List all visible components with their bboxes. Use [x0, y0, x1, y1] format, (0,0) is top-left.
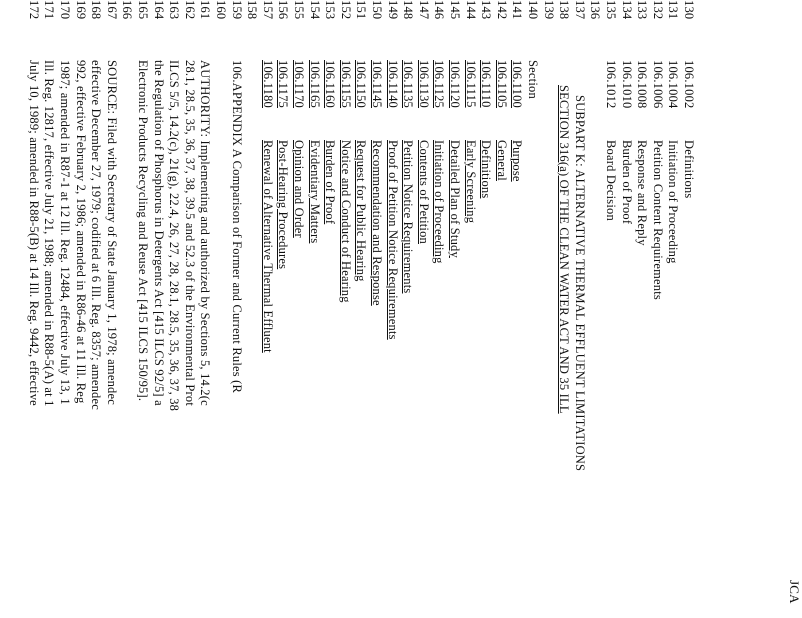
line-number: 162: [182, 0, 197, 20]
section-code: 106.1160: [323, 60, 338, 109]
section-code: 106.1130: [416, 60, 431, 109]
line-number: 159: [229, 0, 244, 20]
section-title: Contents of Petition: [416, 140, 431, 244]
line-number: 164: [151, 0, 166, 20]
section-title: Burden of Proof: [619, 140, 634, 225]
section-title: General: [494, 140, 509, 181]
line-number: 154: [307, 0, 322, 20]
paragraph-text: 1987; amended in R87-1 at 12 Ill. Reg. 12484, effective July 13, 1: [58, 60, 72, 405]
line-number: 144: [463, 0, 478, 20]
line-number: 166: [120, 0, 135, 20]
line-number: 134: [619, 0, 634, 20]
line-number: 136: [588, 0, 603, 20]
section-code: 106.1010: [619, 60, 634, 109]
line-number: 157: [260, 0, 275, 20]
heading-text: SECTION 316(a) OF THE CLEAN WATER ACT AND 35 ILL: [557, 85, 572, 414]
line-number: 153: [323, 0, 338, 20]
line-number: 168: [89, 0, 104, 20]
line-number: 165: [136, 0, 150, 20]
heading-text: SUBPART K: ALTERNATIVE THERMAL EFFLUENT LIMITATIONS: [572, 95, 587, 472]
line-number: 142: [494, 0, 509, 20]
section-title: Initiation of Proceeding: [432, 140, 447, 264]
section-code: 106.1110: [479, 60, 494, 108]
section-title: Definitions: [682, 140, 696, 199]
paragraph-text: the Regulation of Phosphorus in Detergents Act [415 ILCS 92/5] a: [151, 60, 166, 406]
line-number: 138: [557, 0, 572, 20]
section-title: Board Decision: [604, 140, 618, 221]
paragraph-text: ILCS 5/5, 14.2(c), 21(g), 22.4, 26, 27, 28, 28.1, 28.5, 35, 36, 37, 38: [167, 60, 182, 412]
section-title: Request for Public Hearing: [354, 140, 369, 282]
section-title: Early Screening: [463, 140, 478, 224]
section-title: Petition Content Requirements: [650, 140, 665, 300]
paragraph-text: 28.1, 28.5, 35, 36, 37, 38, 39.5 and 52.3 of the Environmental Prot: [182, 60, 197, 407]
paragraph-text: 992, effective February 2, 1986; amended in R86-46 at 11 Ill. Reg: [73, 60, 88, 404]
section-title: Detailed Plan of Study: [448, 140, 462, 258]
section-code: 106.1125: [432, 60, 447, 109]
paragraph-text: July 10, 1989; amended in R88-5(B) at 14 Ill. Reg. 9442, effective: [26, 60, 41, 406]
line-number: 156: [276, 0, 291, 20]
section-code: 106.1100: [510, 60, 525, 109]
section-code: 106.1180: [260, 60, 275, 109]
line-number: 143: [479, 0, 494, 20]
section-code: 106.1175: [276, 60, 291, 109]
paragraph-text: AUTHORITY: Implementing and authorized by Sections 5, 14.2(c: [198, 60, 213, 406]
section-title: Evidentiary Matters: [307, 140, 322, 244]
line-number: 171: [42, 0, 57, 20]
line-number: 130: [682, 0, 696, 20]
section-code: 106.1002: [682, 60, 696, 109]
line-number: 146: [432, 0, 447, 20]
section-code: 106.1120: [448, 60, 462, 109]
heading-text: 106.APPENDIX A Comparison of Former and Current Rules (R: [229, 60, 244, 394]
line-number: 149: [385, 0, 400, 20]
section-title: Proof of Petition Notice Requirements: [385, 140, 400, 340]
line-number: 167: [104, 0, 119, 20]
line-number: 172: [26, 0, 41, 20]
line-number: 147: [416, 0, 431, 20]
section-title: Definitions: [479, 140, 494, 199]
section-title: Purpose: [510, 140, 525, 182]
paragraph-text: SOURCE: Filed with Secretary of State January 1, 1978; amendec: [104, 60, 119, 405]
line-number: 137: [572, 0, 587, 20]
section-code: 106.1006: [650, 60, 665, 109]
line-number: 148: [401, 0, 416, 20]
heading-text: Section: [526, 60, 540, 99]
line-number: 139: [541, 0, 556, 20]
section-title: Recommendation and Response: [370, 140, 384, 306]
section-code: 106.1140: [385, 60, 400, 109]
line-number: 163: [167, 0, 182, 20]
line-number: 158: [245, 0, 260, 20]
section-code: 106.1115: [463, 60, 478, 108]
line-number: 161: [198, 0, 213, 20]
section-code: 106.1155: [338, 60, 353, 109]
section-title: Petition Notice Requirements: [401, 140, 416, 294]
section-title: Burden of Proof: [323, 140, 338, 225]
paragraph-text: Ill. Reg. 12817, effective July 21, 1988; amended in R88-5(A) at 1: [42, 60, 57, 407]
paragraph-text: effective December 27, 1979; codified at 6 Ill. Reg. 8357; amendec: [89, 60, 104, 410]
section-code: 106.1170: [292, 60, 306, 109]
line-number: 152: [338, 0, 353, 20]
line-number: 145: [448, 0, 462, 20]
line-number: 151: [354, 0, 369, 20]
section-code: 106.1165: [307, 60, 322, 109]
line-number: 131: [666, 0, 681, 20]
section-code: 106.1135: [401, 60, 416, 109]
line-number: 135: [604, 0, 618, 20]
section-title: Post-Hearing Procedures: [276, 140, 291, 270]
line-number: 140: [526, 0, 540, 20]
line-number: 169: [73, 0, 88, 20]
section-title: Opinion and Order: [292, 140, 306, 238]
header-text: JCA: [787, 580, 802, 604]
section-code: 106.1012: [604, 60, 618, 109]
paragraph-text: Electronic Products Recycling and Reuse Act [415 ILCS 150/95].: [136, 60, 150, 402]
section-code: 106.1150: [354, 60, 369, 109]
section-code: 106.1145: [370, 60, 384, 109]
line-number: 160: [214, 0, 228, 20]
section-title: Response and Reply: [635, 140, 650, 246]
line-number: 141: [510, 0, 525, 20]
section-code: 106.1008: [635, 60, 650, 109]
section-title: Renewal of Alternative Thermal Effluent: [260, 140, 275, 353]
section-title: Notice and Conduct of Hearing: [338, 140, 353, 303]
section-title: Initiation of Proceeding: [666, 140, 681, 264]
line-number: 150: [370, 0, 384, 20]
line-number: 132: [650, 0, 665, 20]
section-code: 106.1105: [494, 60, 509, 109]
section-code: 106.1004: [666, 60, 681, 109]
line-number: 170: [58, 0, 72, 20]
line-number: 155: [292, 0, 306, 20]
line-number: 133: [635, 0, 650, 20]
